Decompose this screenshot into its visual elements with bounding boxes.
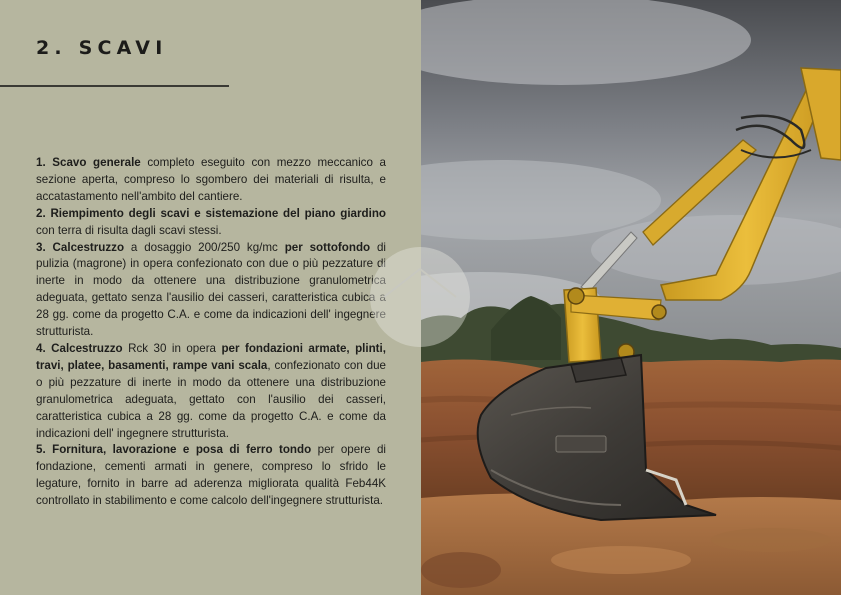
specification-list — [36, 155, 386, 510]
item-text: completo eseguito con mezzo meccanico a sezione aperta, compreso lo sgombero dei materiali di risulta, e accatastamento nell'ambito del cantiere. — [36, 156, 386, 203]
item-text: con terra di risulta dagli scavi stessi. — [36, 223, 222, 237]
list-item — [36, 240, 386, 341]
excavator-illustration — [421, 0, 841, 595]
list-item — [36, 341, 386, 442]
excavator-photo — [421, 0, 841, 595]
item-heading: 5. Fornitura, lavorazione e posa di ferro tondo — [36, 443, 312, 457]
item-text: , confezionato con due o più pezzature di inerte in modo da ottenere una distribuzione granulometrica adeguata, gettato con l'ausilio dei casseri, caratteristica cubica a 28 gg. come da progetto C.A. e come da indicazioni dell' ingegnere strutturista. — [36, 358, 386, 440]
list-item — [36, 206, 386, 240]
item-heading: 1. Scavo generale — [36, 156, 141, 169]
house-logo-icon — [370, 247, 470, 347]
title-divider — [0, 85, 229, 87]
watermark — [370, 247, 470, 347]
item-text: per opere di fondazione, cementi armati in genere, compreso lo sfrido le legature, fornito in barre ad aderenza migliorata qualità Feb44K controllato in stabilimento e come calcolo dell'ingegnere strutturista. — [36, 443, 386, 508]
item-heading: 4. Calcestruzzo — [36, 341, 123, 355]
list-item — [36, 155, 386, 206]
item-text: di pulizia (magrone) in opera confezionato con due o più pezzature di inerte in modo da ottenere una distribuzione granulometrica adeguata, gettato senza l'ausilio dei casseri, caratteristica cubica a 28 gg. come da progetto C.A. e come da indicazioni dell' ingegnere strutturista. — [36, 240, 386, 339]
section-title: 2. SCAVI — [36, 37, 168, 59]
item-highlight: per sottofondo — [284, 240, 371, 254]
item-highlight: per fondazioni armate, plinti, travi, platee, basamenti, rampe vani scala — [36, 341, 386, 372]
item-heading: 3. Calcestruzzo — [36, 240, 125, 254]
item-text: a dosaggio 200/250 kg/mc — [124, 240, 285, 254]
item-heading: 2. Riempimento degli scavi e sistemazione del piano giardino — [36, 206, 386, 220]
list-item — [36, 442, 386, 510]
item-text: Rck 30 in opera — [122, 341, 222, 355]
